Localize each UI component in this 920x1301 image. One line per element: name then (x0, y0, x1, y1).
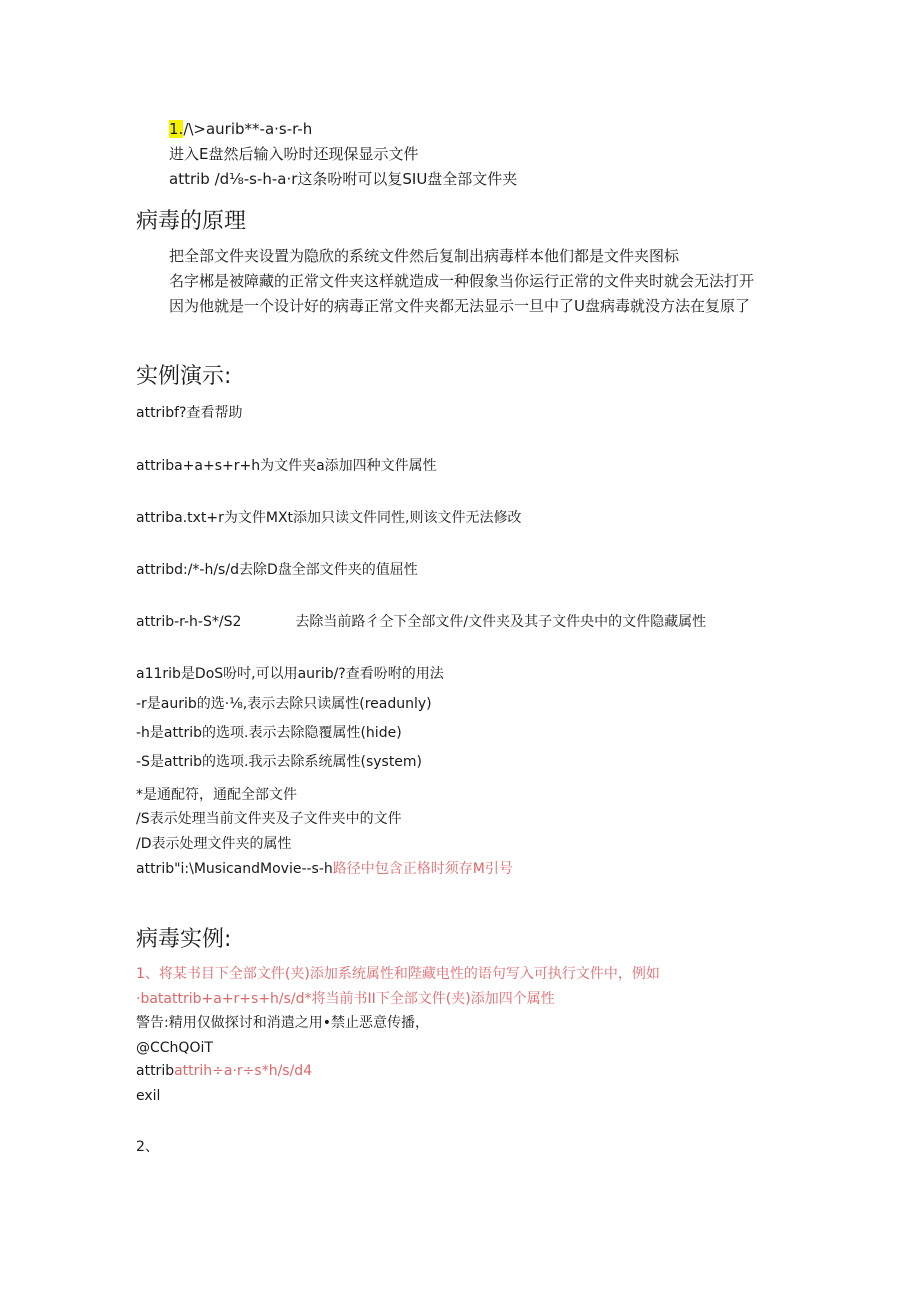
intro-line-1 (169, 122, 312, 137)
demo-note-5: *是通配符，通配全部文件 (136, 787, 297, 803)
demo-command-5 (136, 615, 706, 629)
intro-command: /\>aurib**-a·s-r-h (183, 120, 313, 138)
demo-note-6: /S表示处理当前文件夹及子文件夹中的文件 (136, 811, 402, 827)
principle-heading: 病毒的原理 (136, 209, 247, 234)
demo-command-4: attribd:/*-h/s/d去除D盘全部文件夹的值屈性 (136, 562, 418, 578)
virus-item-2: 2、 (136, 1139, 159, 1155)
demo-command-5-code: attrib-r-h-S*/S2 (136, 614, 242, 630)
demo-note-4: -S是attrib的选项.我示去除系统属性(system) (136, 754, 423, 770)
virus-red-line-2: ·batattrib+a+r+s+h/s/d*将当前书II下全部文件(夹)添加四个属性 (136, 991, 555, 1007)
virus-code-2 (136, 1064, 312, 1078)
principle-line-1: 把全部文件夹设置为隐欣的系统文件然后复制出病毒样本他们都是文件夹图标 (169, 247, 680, 265)
demo-heading: 实例演示: (136, 364, 232, 389)
virus-code-3: exil (136, 1088, 161, 1104)
demo-note-1: a11rib是DoS吩吋,可以用aurib/?查看吩咐的用法 (136, 666, 444, 682)
intro-line-2: 进入E盘然后输入吩时还现保显示文件 (169, 145, 419, 163)
demo-command-3: attriba.txt+r为文件MXt添加只读文件同性,则该文件无法修改 (136, 510, 522, 526)
intro-line-3: attrib /d⅛-s-h-a·r这条吩咐可以复SIU盘全部文件夹 (169, 170, 518, 188)
demo-note-3: -h是attrib的选项.表示去除隐覆属性(hide) (136, 725, 402, 741)
virus-code-1: @CChQOiT (136, 1040, 213, 1056)
intro-number-highlight: 1. (169, 120, 184, 138)
principle-line-3: 因为他就是一个设计好的病毒正常文件夹都无法显示一旦中了U盘病毒就没方法在复原了 (169, 297, 750, 315)
virus-code-2-red: attrih÷a·r÷s*h/s/d4 (174, 1063, 313, 1079)
demo-note-7: /D表示处理文件夹的属性 (136, 836, 292, 852)
virus-code-2-black: attrib (136, 1063, 175, 1079)
demo-command-5-desc: 去除当前路彳仝下全部文件/文件夹及其子文件央中的文件隐藏属性 (295, 614, 707, 630)
principle-line-2: 名字郴是被障藏的正常文件夹这样就造成一种假象当你运行正常的文件夹时就会无法打开 (169, 272, 755, 290)
virus-red-line-1: 1、将某书目下全部文件(夹)添加系统属性和陛藏电性的语句写入可执行文件中，例如 (136, 966, 660, 982)
demo-note-8-remark: 路径中包含正格时须存M引号 (332, 861, 513, 877)
demo-note-8 (136, 862, 513, 876)
virus-warning: 警告:精用仅做探讨和消遣之用•禁止恶意传播， (136, 1015, 429, 1031)
demo-note-8-command: attrib"i:\MusicandMovie--s-h (136, 861, 333, 877)
demo-command-1: attribf?查看帮助 (136, 405, 243, 421)
virus-heading: 病毒实例: (136, 927, 232, 952)
demo-command-2: attriba+a+s+r+h为文件夹a添加四种文件属性 (136, 458, 437, 474)
demo-note-2: -r是aurib的选·⅛,表示去除只读属性(readunly) (136, 696, 432, 712)
